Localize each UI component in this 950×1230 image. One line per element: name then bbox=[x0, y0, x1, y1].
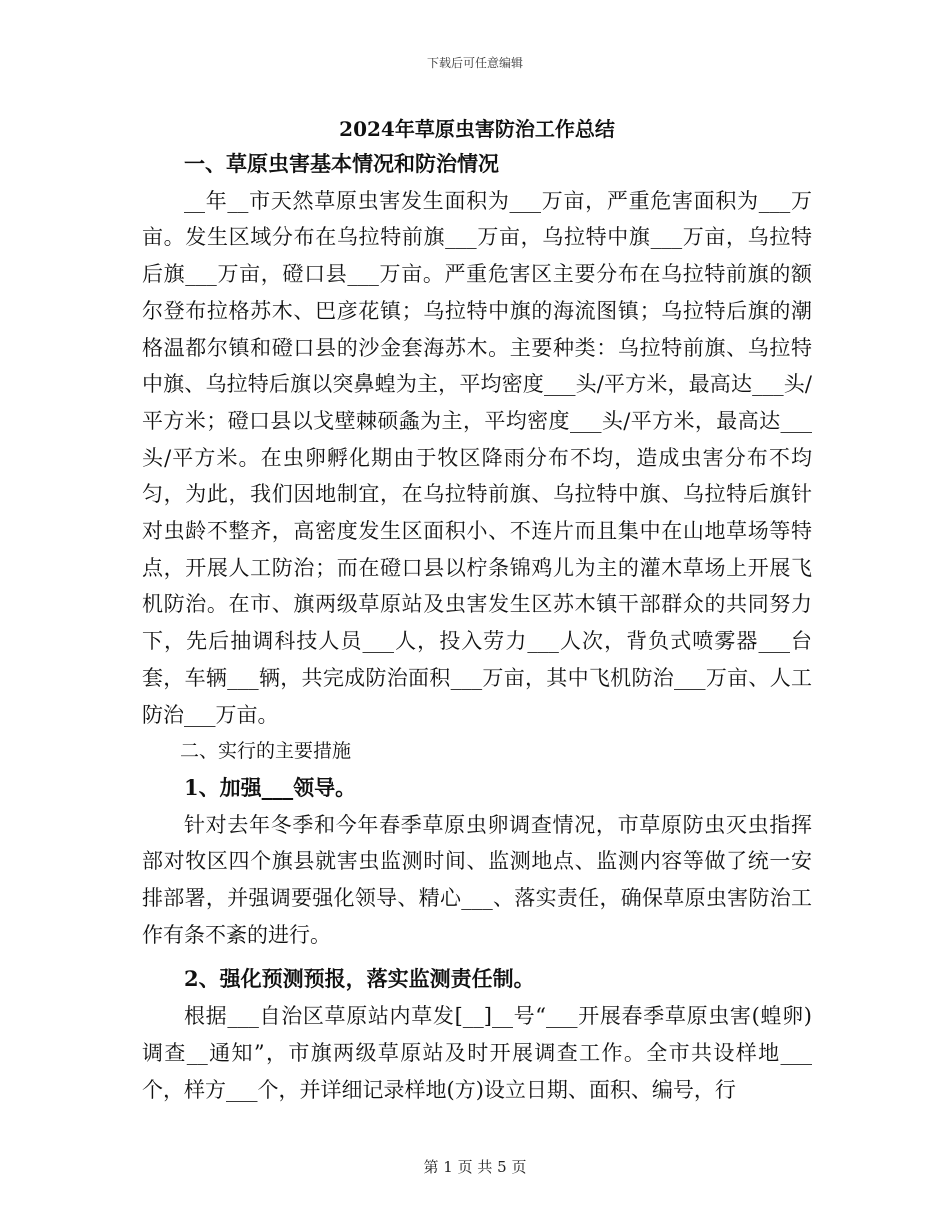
section-heading-1: 一、草原虫害基本情况和防治情况 bbox=[184, 151, 499, 176]
page-header: 下载后可任意编辑 bbox=[426, 56, 523, 70]
section-1-paragraph: __年__市天然草原虫害发生面积为___万亩，严重危害面积为___万亩。发生区域分布在乌拉特前旗___万亩，乌拉特中旗___万亩，乌拉特后旗___万亩，磴口县___万亩。严重危害区主要分布在乌拉特前旗的额尔登布拉格苏木、巴彦花镇；乌拉特中旗的海流图镇；乌拉特后旗的潮格温都尔镇和磴口县的沙金套海苏木。主要种类：乌拉特前旗、乌拉特中旗、乌拉特后旗以突鼻蝗为主，平均密度___头/平方米，最高达___头/平方米；磴口县以戈壁棘硕螽为主，平均密度___头/平方米，最高达___头/平方米。在虫卵孵化期由于牧区降雨分布不均，造成虫害分布不均匀，为此，我们因地制宜，在乌拉特前旗、乌拉特中旗、乌拉特后旗针对虫龄不整齐，高密度发生区面积小、不连片而且集中在山地草场等特点，开展人工防治；而在磴口县以柠条锦鸡儿为主的灌木草场上开展飞机防治。在市、旗两级草原站及虫害发生区苏木镇干部群众的共同努力下，先后抽调科技人员___人，投入劳力___人次，背负式喷雾器___台套，车辆___辆，共完成防治面积___万亩，其中飞机防治___万亩、人工防治___万亩。 bbox=[142, 188, 812, 727]
document-title: 2024年草原虫害防治工作总结 bbox=[339, 117, 615, 141]
subsection-heading-1: 1、加强___领导。 bbox=[184, 774, 357, 800]
document-body bbox=[142, 112, 812, 1108]
subsection-2-paragraph: 根据___自治区草原站内草发[__]__号“___开展春季草原虫害(蝗卵)调查__通知”，市旗两级草原站及时开展调查工作。全市共设样地___个，样方___个，并详细记录样地(方)设立日期、面积、编号，行 bbox=[142, 1004, 812, 1102]
page-footer: 第 1 页 共 5 页 bbox=[423, 1158, 527, 1176]
section-heading-2: 二、实行的主要措施 bbox=[180, 740, 352, 763]
subsection-1-paragraph: 针对去年冬季和今年春季草原虫卵调查情况，市草原防虫灭虫指挥部对牧区四个旗县就害虫监测时间、监测地点、监测内容等做了统一安排部署，并强调要强化领导、精心___、落实责任，确保草原虫害防治工作有条不紊的进行。 bbox=[142, 812, 812, 947]
subsection-heading-2: 2、强化预测预报，落实监测责任制。 bbox=[184, 966, 535, 992]
